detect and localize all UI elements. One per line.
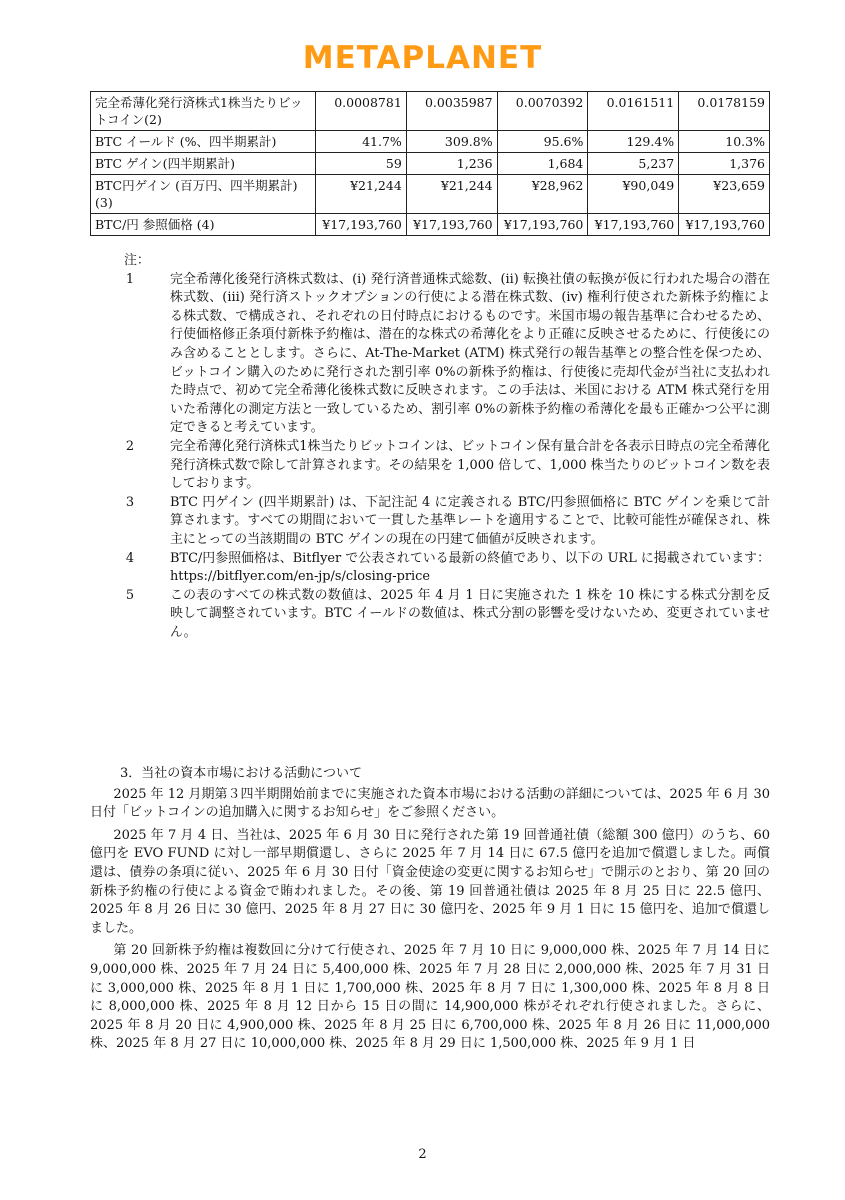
table-cell: ¥17,193,760 <box>679 214 770 236</box>
table-cell: ¥17,193,760 <box>497 214 588 236</box>
note-item <box>90 494 770 550</box>
table-row <box>91 175 770 214</box>
row-label: BTC ゲイン(四半期累計) <box>91 153 316 175</box>
table-cell: 5,237 <box>588 153 679 175</box>
table-row <box>91 153 770 175</box>
note-item <box>90 438 770 494</box>
table-cell: ¥17,193,760 <box>588 214 679 236</box>
note-item <box>90 550 770 587</box>
table-cell: 1,684 <box>497 153 588 175</box>
table-cell: 1,236 <box>406 153 497 175</box>
section-paragraph: 2025 年 7 月 4 日、当社は、2025 年 6 月 30 日に発行された第 19 回普通社債（総額 300 億円）のうち、60 億円を EVO FUND に対し一部早期償還し、さらに 2025 年 7 月 14 日に 67.5 億円を追加で償還しました。両償還は、債券の条項に従い、2025 年 6 月 30 日付「資金使途の変更に関するお知らせ」で開示のとおり、第 20 回の新株予約権の行使による資金で賄われました。その後、第 19 回普通社債は 2025 年 8 月 25 日に 22.5 億円、2025 年 8 月 26 日に 30 億円、2025 年 8 月 27 日に 30 億円を、2025 年 9 月 1 日に 15 億円を、追加で償還しました。 <box>90 827 770 936</box>
note-text: 完全希薄化発行済株式1株当たりビットコインは、ビットコイン保有量合計を各表示日時点の完全希薄化発行済株式数で除して計算されます。その結果を 1,000 倍して、1,000 株当たりのビットコイン数を表しております。 <box>170 438 770 492</box>
note-number: 4 <box>125 550 135 566</box>
row-label: BTC イールド (%、四半期累計) <box>91 131 316 153</box>
table-cell: ¥21,244 <box>316 175 407 214</box>
table-cell: 129.4% <box>588 131 679 153</box>
table-cell: 0.0161511 <box>588 92 679 131</box>
capital-markets-section <box>90 765 770 1058</box>
table-row <box>91 92 770 131</box>
section-title: 3．当社の資本市場における活動について <box>120 766 363 781</box>
note-item <box>90 271 770 438</box>
table-cell: ¥17,193,760 <box>406 214 497 236</box>
table-cell: ¥21,244 <box>406 175 497 214</box>
note-text: この表のすべての株式数の数値は、2025 年 4 月 1 日に実施された 1 株を 10 株にする株式分割を反映して調整されています。BTC イールドの数値は、株式分割の影響を受けないため、変更されていません。 <box>170 587 770 640</box>
table-cell: 41.7% <box>316 131 407 153</box>
row-label: 完全希薄化発行済株式1株当たりビットコイン(2) <box>91 92 316 131</box>
section-paragraph: 2025 年 12 月期第３四半期開始前までに実施された資本市場における活動の詳細については、2025 年 6 月 30 日付「ビットコインの追加購入に関するお知らせ」をご参照ください。 <box>90 786 770 821</box>
table-cell: ¥90,049 <box>588 175 679 214</box>
section-paragraph: 第 20 回新株予約権は複数回に分けて行使され、2025 年 7 月 10 日に 9,000,000 株、2025 年 7 月 14 日に 9,000,000 株、2025 年 7 月 24 日に 5,400,000 株、2025 年 7 月 28 日に 2,000,000 株、2025 年 7 月 31 日に 3,000,000 株、2025 年 8 月 1 日に 1,700,000 株、2025 年 8 月 7 日に 1,300,000 株、2025 年 8 月 8 日に 8,000,000 株、2025 年 8 月 12 日から 15 日の間に 14,900,000 株がそれぞれ行使されました。さらに、2025 年 8 月 20 日に 4,900,000 株、2025 年 8 月 25 日に 6,700,000 株、2025 年 8 月 26 日に 11,000,000 株、2025 年 8 月 27 日に 10,000,000 株、2025 年 8 月 29 日に 1,500,000 株、2025 年 9 月 1 日 <box>90 943 770 1052</box>
note-number: 3 <box>125 494 135 510</box>
table-row <box>91 131 770 153</box>
table-cell: 309.8% <box>406 131 497 153</box>
table-cell: ¥17,193,760 <box>316 214 407 236</box>
note-text: 完全希薄化後発行済株式数は、(i) 発行済普通株式総数、(ii) 転換社債の転換が仮に行われた場合の潜在株式数、(iii) 発行済ストックオプションの行使による潜在株式数、(iv) 権利行使された新株予約権による株式数、で構成され、それぞれの日付時点におけるものです。米国市場の報告基準に合わせるため、行使価格修正条項付新株予約権は、潜在的な株式の希薄化をより正確に反映させるために、行使後にのみ含めることとします。さらに、At-The-Market (ATM) 株式発行の報告基準との整合性を保つため、ビットコイン購入のために発行された割引率 0%の新株予約権は、行使後に売却代金が当社に支払われた時点で、初めて完全希薄化後株式数に反映されます。この手法は、米国における ATM 株式発行を用いた希薄化の測定方法と一致しているため、割引率 0%の新株予約権の希薄化を最も正確かつ公平に測定できると考えています。 <box>170 271 770 436</box>
table-cell: 59 <box>316 153 407 175</box>
row-label: BTC円ゲイン (百万円、四半期累計) (3) <box>91 175 316 214</box>
page-number: 2 <box>418 1147 427 1162</box>
note-text: BTC/円参照価格は、Bitflyer で公表されている最新の終値であり、以下の URL に掲載されています：https://bitflyer.com/en-jp/s/closing-price <box>170 550 770 585</box>
table-cell: 0.0178159 <box>679 92 770 131</box>
table-cell: 0.0070392 <box>497 92 588 131</box>
table-cell: 1,376 <box>679 153 770 175</box>
note-number: 2 <box>125 438 135 454</box>
table-cell: ¥23,659 <box>679 175 770 214</box>
table-row <box>91 214 770 236</box>
table-cell: 10.3% <box>679 131 770 153</box>
note-item <box>90 587 770 643</box>
note-number: 1 <box>125 271 135 287</box>
row-label: BTC/円 参照価格 (4) <box>91 214 316 236</box>
notes-heading: 注： <box>124 253 150 268</box>
btc-metrics-table <box>90 91 770 236</box>
table-cell: 0.0008781 <box>316 92 407 131</box>
metaplanet-logo: METAPLANET <box>302 40 543 76</box>
table-cell: ¥28,962 <box>497 175 588 214</box>
note-text: BTC 円ゲイン (四半期累計) は、下記注記 4 に定義される BTC/円参照価格に BTC ゲインを乗じて計算されます。すべての期間において一貫した基準レートを適用することで、比較可能性が確保され、株主にとっての当該期間の BTC ゲインの現在の円建て価値が反映されます。 <box>170 494 770 547</box>
table-cell: 0.0035987 <box>406 92 497 131</box>
notes-section <box>90 252 770 642</box>
note-number: 5 <box>125 587 135 603</box>
table-cell: 95.6% <box>497 131 588 153</box>
